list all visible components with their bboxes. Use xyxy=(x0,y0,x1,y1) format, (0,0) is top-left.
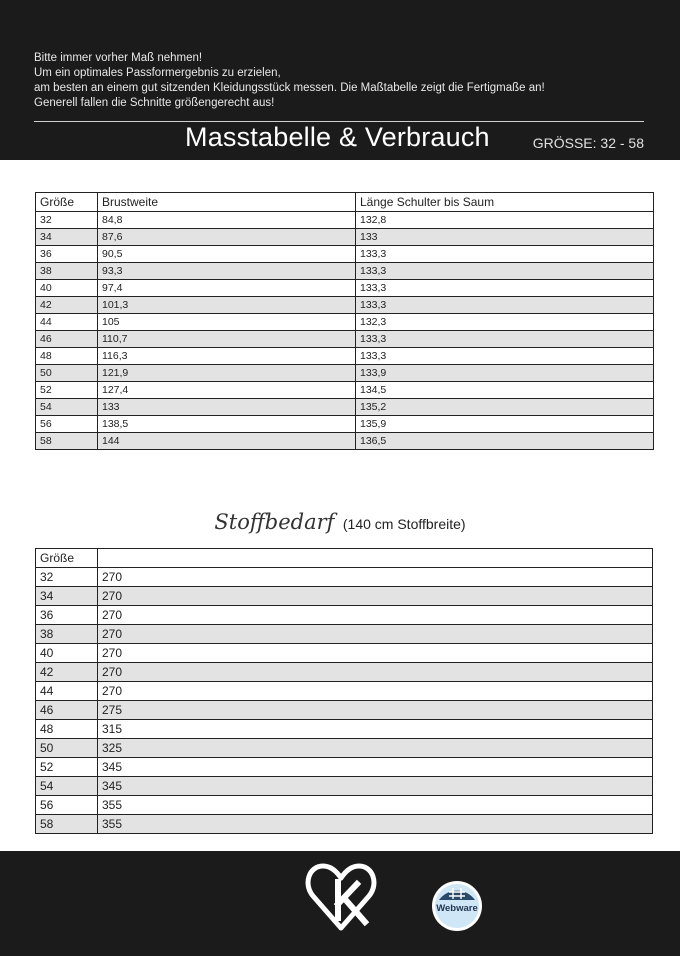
length-cell: 133,3 xyxy=(356,246,654,263)
webware-badge-icon xyxy=(431,880,483,932)
amount-cell: 270 xyxy=(98,625,653,644)
length-cell: 133 xyxy=(356,229,654,246)
table-row xyxy=(36,568,653,587)
size-cell: 40 xyxy=(36,644,98,663)
length-cell: 133,3 xyxy=(356,297,654,314)
amount-cell: 325 xyxy=(98,739,653,758)
fabric-heading xyxy=(0,510,680,534)
chest-cell: 144 xyxy=(98,433,356,450)
table-row xyxy=(36,625,653,644)
length-cell: 133,3 xyxy=(356,280,654,297)
amount-cell: 355 xyxy=(98,815,653,834)
table-row xyxy=(36,263,654,280)
size-cell: 48 xyxy=(36,720,98,739)
amount-cell: 270 xyxy=(98,663,653,682)
amount-cell: 270 xyxy=(98,568,653,587)
table-row xyxy=(36,382,654,399)
intro-line: Bitte immer vorher Maß nehmen! xyxy=(34,52,203,64)
size-cell: 52 xyxy=(36,382,98,399)
column-header-chest: Brustweite xyxy=(98,193,356,212)
table-row xyxy=(36,348,654,365)
intro-line: am besten an einem gut sitzenden Kleidungsstück messen. Die Maßtabelle zeigt die Fertigmaße an! xyxy=(34,82,545,94)
table-row xyxy=(36,297,654,314)
chest-cell: 121,9 xyxy=(98,365,356,382)
chest-cell: 84,8 xyxy=(98,212,356,229)
length-cell: 133,3 xyxy=(356,263,654,280)
amount-cell: 345 xyxy=(98,777,653,796)
chest-cell: 93,3 xyxy=(98,263,356,280)
size-cell: 48 xyxy=(36,348,98,365)
chest-cell: 110,7 xyxy=(98,331,356,348)
intro-text xyxy=(34,51,545,111)
table-row xyxy=(36,212,654,229)
amount-cell: 275 xyxy=(98,701,653,720)
table-row xyxy=(36,758,653,777)
length-cell: 132,8 xyxy=(356,212,654,229)
table-row xyxy=(36,280,654,297)
chest-cell: 116,3 xyxy=(98,348,356,365)
table-row xyxy=(36,246,654,263)
fabric-subtitle: (140 cm Stoffbreite) xyxy=(342,516,466,532)
column-header-size: Größe xyxy=(36,549,98,568)
size-cell: 50 xyxy=(36,365,98,382)
chest-cell: 133 xyxy=(98,399,356,416)
size-cell: 40 xyxy=(36,280,98,297)
size-cell: 36 xyxy=(36,606,98,625)
table-header-row xyxy=(36,193,654,212)
length-cell: 133,3 xyxy=(356,348,654,365)
fabric-title: Stoffbedarf xyxy=(214,510,335,534)
size-cell: 50 xyxy=(36,739,98,758)
length-cell: 135,9 xyxy=(356,416,654,433)
length-cell: 135,2 xyxy=(356,399,654,416)
chest-cell: 97,4 xyxy=(98,280,356,297)
column-header-amount xyxy=(98,549,653,568)
size-cell: 42 xyxy=(36,297,98,314)
size-cell: 54 xyxy=(36,777,98,796)
size-cell: 46 xyxy=(36,701,98,720)
chest-cell: 101,3 xyxy=(98,297,356,314)
page-title: Masstabelle & Verbrauch xyxy=(185,122,490,152)
header-banner xyxy=(0,0,680,160)
table-row xyxy=(36,815,653,834)
amount-cell: 270 xyxy=(98,606,653,625)
fabric-table xyxy=(35,548,653,834)
amount-cell: 270 xyxy=(98,682,653,701)
table-row xyxy=(36,606,653,625)
table-row xyxy=(36,720,653,739)
amount-cell: 270 xyxy=(98,644,653,663)
size-cell: 34 xyxy=(36,229,98,246)
column-header-length: Länge Schulter bis Saum xyxy=(356,193,654,212)
length-cell: 134,5 xyxy=(356,382,654,399)
table-row xyxy=(36,587,653,606)
chest-cell: 90,5 xyxy=(98,246,356,263)
size-cell: 58 xyxy=(36,433,98,450)
table-row xyxy=(36,416,654,433)
length-cell: 133,3 xyxy=(356,331,654,348)
intro-line: Generell fallen die Schnitte größengerecht aus! xyxy=(34,97,275,109)
length-cell: 136,5 xyxy=(356,433,654,450)
amount-cell: 315 xyxy=(98,720,653,739)
size-cell: 32 xyxy=(36,568,98,587)
length-cell: 133,9 xyxy=(356,365,654,382)
measure-table xyxy=(35,192,654,450)
heart-k-logo-icon xyxy=(305,860,377,932)
table-row xyxy=(36,663,653,682)
table-row xyxy=(36,739,653,758)
size-cell: 56 xyxy=(36,416,98,433)
table-row xyxy=(36,399,654,416)
length-cell: 132,3 xyxy=(356,314,654,331)
table-row xyxy=(36,433,654,450)
table-row xyxy=(36,796,653,815)
amount-cell: 355 xyxy=(98,796,653,815)
size-cell: 38 xyxy=(36,263,98,280)
table-row xyxy=(36,331,654,348)
chest-cell: 105 xyxy=(98,314,356,331)
table-row xyxy=(36,701,653,720)
size-cell: 52 xyxy=(36,758,98,777)
chest-cell: 87,6 xyxy=(98,229,356,246)
table-row xyxy=(36,314,654,331)
table-row xyxy=(36,682,653,701)
size-cell: 42 xyxy=(36,663,98,682)
size-cell: 58 xyxy=(36,815,98,834)
size-cell: 36 xyxy=(36,246,98,263)
size-range: GRÖSSE: 32 - 58 xyxy=(532,135,644,151)
size-cell: 34 xyxy=(36,587,98,606)
size-cell: 38 xyxy=(36,625,98,644)
intro-line: Um ein optimales Passformergebnis zu erzielen, xyxy=(34,67,281,79)
column-header-size: Größe xyxy=(36,193,98,212)
size-cell: 44 xyxy=(36,314,98,331)
size-cell: 44 xyxy=(36,682,98,701)
chest-cell: 127,4 xyxy=(98,382,356,399)
amount-cell: 345 xyxy=(98,758,653,777)
size-cell: 32 xyxy=(36,212,98,229)
badge-label: Webware xyxy=(436,903,478,914)
size-cell: 54 xyxy=(36,399,98,416)
amount-cell: 270 xyxy=(98,587,653,606)
table-row xyxy=(36,229,654,246)
size-cell: 56 xyxy=(36,796,98,815)
table-row xyxy=(36,777,653,796)
table-row xyxy=(36,644,653,663)
table-row xyxy=(36,365,654,382)
chest-cell: 138,5 xyxy=(98,416,356,433)
table-header-row xyxy=(36,549,653,568)
size-cell: 46 xyxy=(36,331,98,348)
